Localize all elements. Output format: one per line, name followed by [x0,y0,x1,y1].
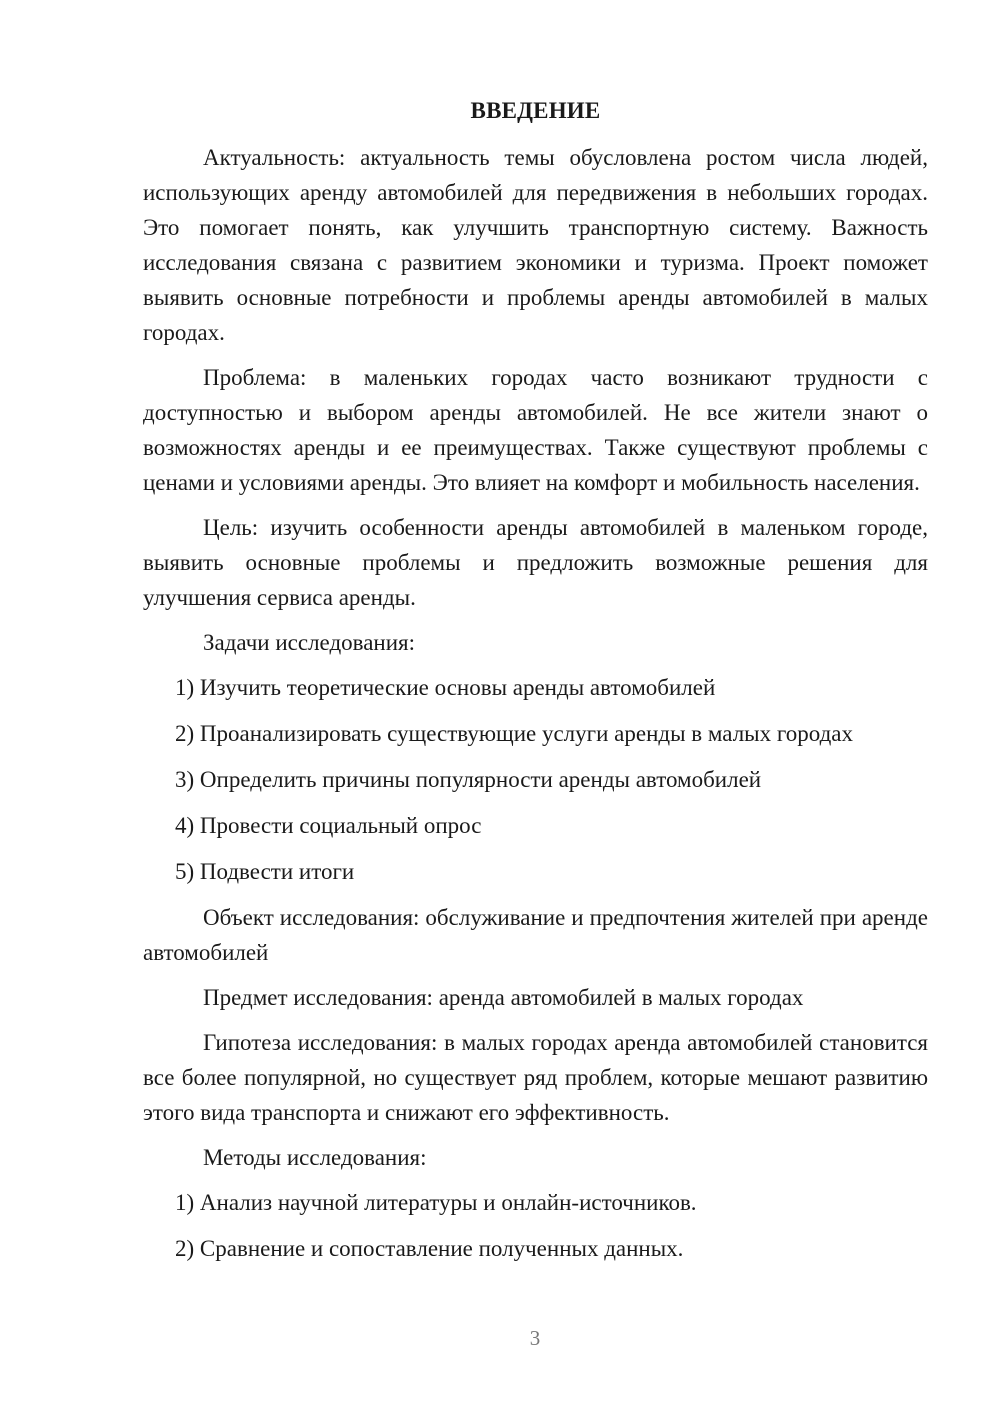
task-item-1: 1) Изучить теоретические основы аренды автомобилей [175,675,716,700]
problem-paragraph: Проблема: в маленьких городах часто возникают трудности с доступностью и выбором аренды автомобилей. Не все жители знают о возможностях аренды и ее преимуществах. Также существуют проблемы с ценами и условиями аренды. Это влияет на комфорт и мобильность населения. [143,365,928,495]
task-item-2: 2) Проанализировать существующие услуги аренды в малых городах [175,721,853,746]
methods-heading: Методы исследования: [203,1145,427,1170]
relevance-paragraph: Актуальность: актуальность темы обусловлена ростом числа людей, использующих аренду автомобилей для передвижения в небольших городах. Это помогает понять, как улучшить транспортную систему. Важность исследования связана с развитием экономики и туризма. Проект поможет выявить основные потребности и проблемы аренды автомобилей в малых городах. [143,145,928,345]
method-item-2: 2) Сравнение и сопоставление полученных данных. [175,1236,684,1261]
method-item-1: 1) Анализ научной литературы и онлайн-источников. [175,1190,697,1215]
task-item-5: 5) Подвести итоги [175,859,355,884]
subject-paragraph: Предмет исследования: аренда автомобилей в малых городах [203,985,804,1010]
goal-paragraph: Цель: изучить особенности аренды автомобилей в маленьком городе, выявить основные проблемы и предложить возможные решения для улучшения сервиса аренды. [143,515,928,610]
object-paragraph: Объект исследования: обслуживание и предпочтения жителей при аренде автомобилей [143,905,928,965]
hypothesis-paragraph: Гипотеза исследования: в малых городах аренда автомобилей становится все более популярной, но существует ряд проблем, которые мешают развитию этого вида транспорта и снижают его эффективность. [143,1030,928,1125]
section-title: ВВЕДЕНИЕ [470,98,601,123]
task-item-3: 3) Определить причины популярности аренды автомобилей [175,767,762,792]
page-number: 3 [529,1326,541,1350]
tasks-heading: Задачи исследования: [203,630,416,655]
page-content [143,96,928,1277]
task-item-4: 4) Провести социальный опрос [175,813,482,838]
